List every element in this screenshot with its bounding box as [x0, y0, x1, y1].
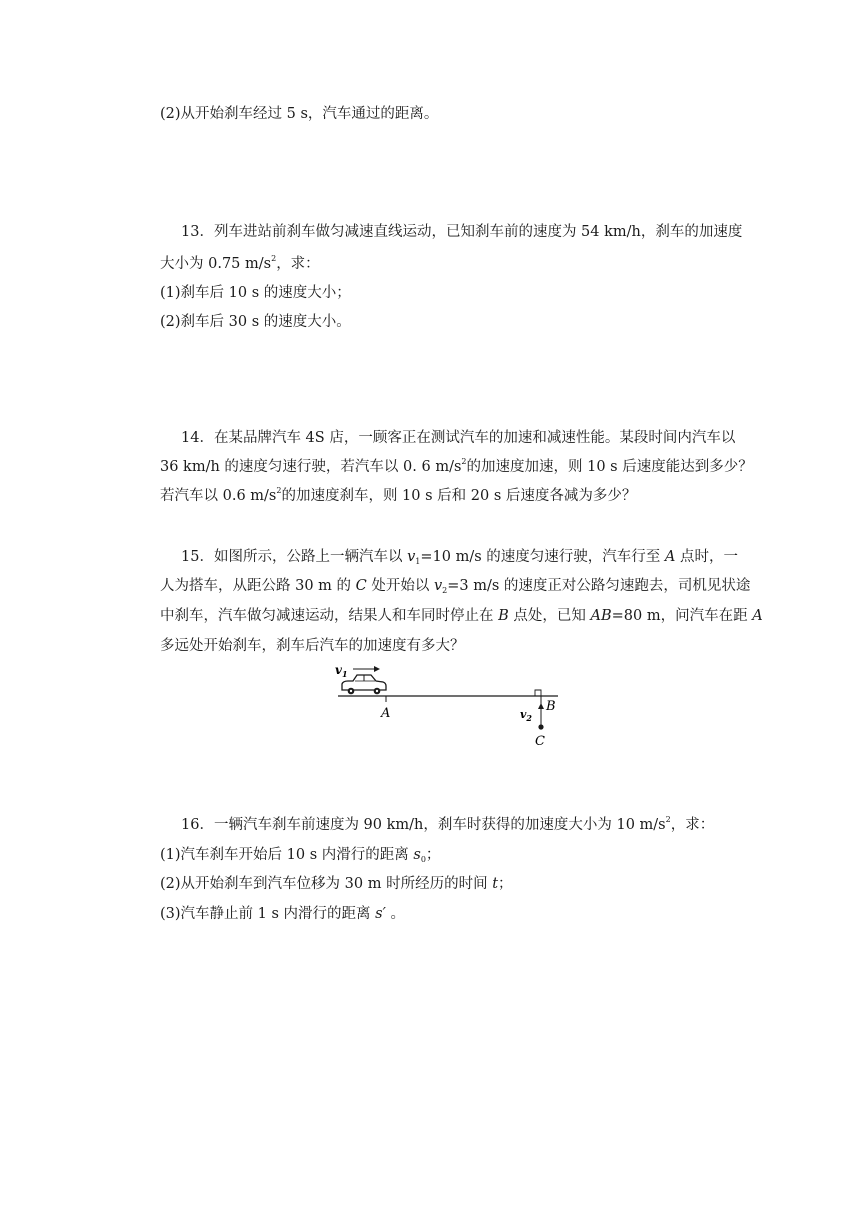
q15-stem-line4: 多远处开始刹车，刹车后汽车的加速度有多大？ — [160, 638, 465, 654]
right-angle-mark — [535, 690, 541, 696]
q14-stem-line2: 36 km/h 的速度匀速行驶，若汽车以 0. 6 $m/s^2$的加速度加速，则 10 s 后速度能达到多少？ — [160, 457, 753, 475]
q14-stem-line3: 若汽车以 0.6 $m/s^2$的加速度刹车，则 10 s 后和 20 s 后速度各减为多少？ — [160, 486, 637, 504]
q15-stem-line2: 人为搭车，从距公路 30 m 的 C 处开始以 $v_2=3$ m/s 的速度正对公路匀速跑去，司机见状途 — [160, 578, 751, 595]
up-arrow-icon — [538, 703, 544, 709]
q16-part2: (2)从开始刹车到汽车位移为 30 m 时所经历的时间 t； — [160, 876, 513, 892]
point-c-dot — [538, 724, 543, 729]
q12-part2: (2)从开始刹车经过 5 s，汽车通过的距离。 — [160, 106, 439, 122]
v1-label: $v_1$ — [335, 663, 348, 679]
q16-stem-line1: 16．一辆汽车刹车前速度为 90 km/h，刹车时获得的加速度大小为 10 $m/s^2$，求： — [181, 815, 715, 833]
q15-stem-line1: 15．如图所示，公路上一辆汽车以 $v_1=10$ m/s 的速度匀速行驶，汽车行至 A 点时，一 — [181, 549, 738, 566]
v2-label: $v_2$ — [520, 708, 532, 723]
point-b-label: B — [546, 699, 556, 714]
q16-part3: (3)汽车静止前 1 s 内滑行的距离 s′ 。 — [160, 906, 405, 922]
point-a-label: A — [381, 706, 391, 721]
q13-stem-line2: 大小为 0.75 $m/s^2$，求： — [160, 254, 320, 272]
car-icon — [342, 675, 386, 694]
q13-part2: (2)刹车后 30 s 的速度大小。 — [160, 314, 351, 330]
q13-part1: (1)刹车后 10 s 的速度大小； — [160, 285, 351, 301]
road-diagram — [330, 660, 570, 750]
q15-stem-line3: 中刹车，汽车做匀减速运动，结果人和车同时停止在 B 点处，已知 AB=80 m，问汽车在距 A — [160, 608, 763, 624]
point-c-label: C — [535, 734, 545, 749]
q13-stem-line1: 13．列车进站前刹车做匀减速直线运动，已知刹车前的速度为 54 km/h，刹车的加速度 — [181, 224, 743, 240]
q14-stem-line1: 14．在某品牌汽车 4S 店，一顾客正在测试汽车的加速和减速性能。某段时间内汽车以 — [181, 430, 736, 446]
q16-part1: (1)汽车刹车开始后 10 s 内滑行的距离 $s_0$； — [160, 847, 441, 864]
velocity-arrow-icon — [353, 666, 380, 672]
